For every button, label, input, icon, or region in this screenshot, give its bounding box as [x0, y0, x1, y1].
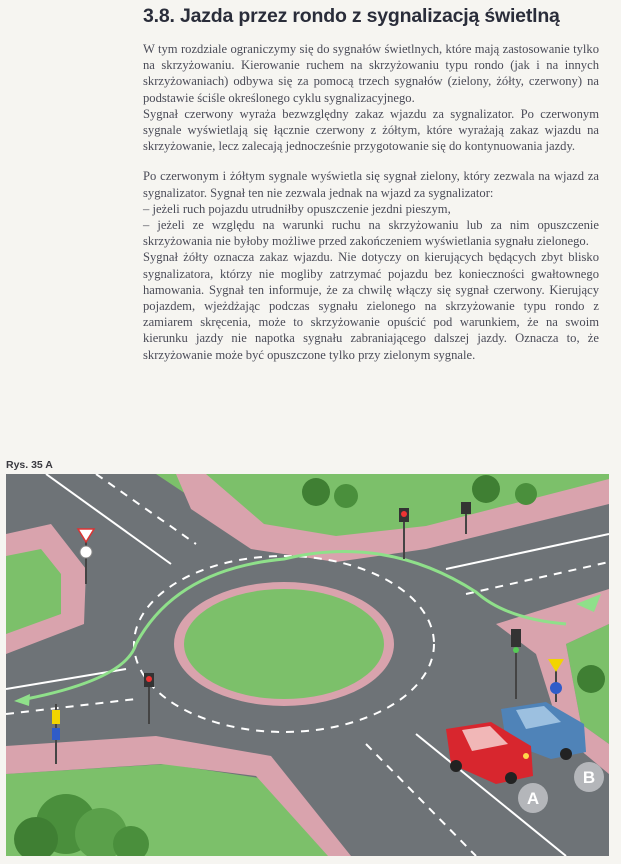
central-island [184, 589, 384, 699]
figure-label: Rys. 35 A [6, 459, 53, 471]
section-body [143, 41, 599, 363]
vehicle-b-label: B [582, 768, 596, 787]
vehicle-a-label: A [526, 789, 540, 808]
list-item: – jeżeli ze względu na warunki ruchu na skrzyżowaniu lub za nim opuszczenie skrzyżowania nie byłoby możliwe przed zakończeniem wyświetlania sygnału zielonego. [143, 218, 599, 249]
vehicle-a-badge [518, 783, 548, 813]
roundabout-illustration [6, 474, 609, 856]
paragraph: W tym rozdziale ograniczymy się do sygnałów świetlnych, które mają zastosowanie tylko na skrzyżowaniu. Kierowanie ruchem na skrzyżowaniu typu rondo (jak i na innych skrzyżowaniach) odbywa się za pomocą trzech sygnałów (zielony, żółty, czerwony) na podstawie ściśle określonego cyklu sygnalizacyjnego. [143, 42, 599, 105]
roundabout-svg [6, 474, 609, 856]
paragraph: Po czerwonym i żółtym sygnale wyświetla się sygnał zielony, który zezwala na wjazd za sygnalizator. Sygnał ten nie zezwala jednak na wjazd za sygnalizator: [143, 169, 599, 200]
section-title: 3.8. Jazda przez rondo z sygnalizacją świetlną [143, 5, 560, 27]
vehicle-b-badge [574, 762, 604, 792]
paragraph: Sygnał czerwony wyraża bezwzględny zakaz wjazdu za sygnalizator. Po czerwonym sygnale wyświetlają się łącznie czerwony z żółtym, które wyrażają zakaz wjazdu na skrzyżowanie, lecz zalecają jednocześnie przygotowanie się do kontynuowania jazdy. [143, 106, 599, 154]
list-item: – jeżeli ruch pojazdu utrudniłby opuszczenie jezdni pieszym, [143, 201, 451, 216]
paragraph: Sygnał żółty oznacza zakaz wjazdu. Nie dotyczy on kierujących będących zbyt blisko sygnalizatora, którzy nie mogliby zatrzymać pojazdu bez konieczności gwałtownego hamowania. Sygnał ten informuje, że za chwilę włączy się sygnał czerwony. Kierujący pojazdem, wjeżdżając podczas sygnału zielonego na skrzyżowanie typu rondo z zamiarem skręcenia, może to skrzyżowanie opuścić pod warunkiem, że na swoim kierunku jazdy nie napotka sygnału zabraniającego dalszej jazdy. Oznacza to, że skrzyżowanie może być opuszczone tylko przy zielonym sygnale. [143, 250, 599, 362]
